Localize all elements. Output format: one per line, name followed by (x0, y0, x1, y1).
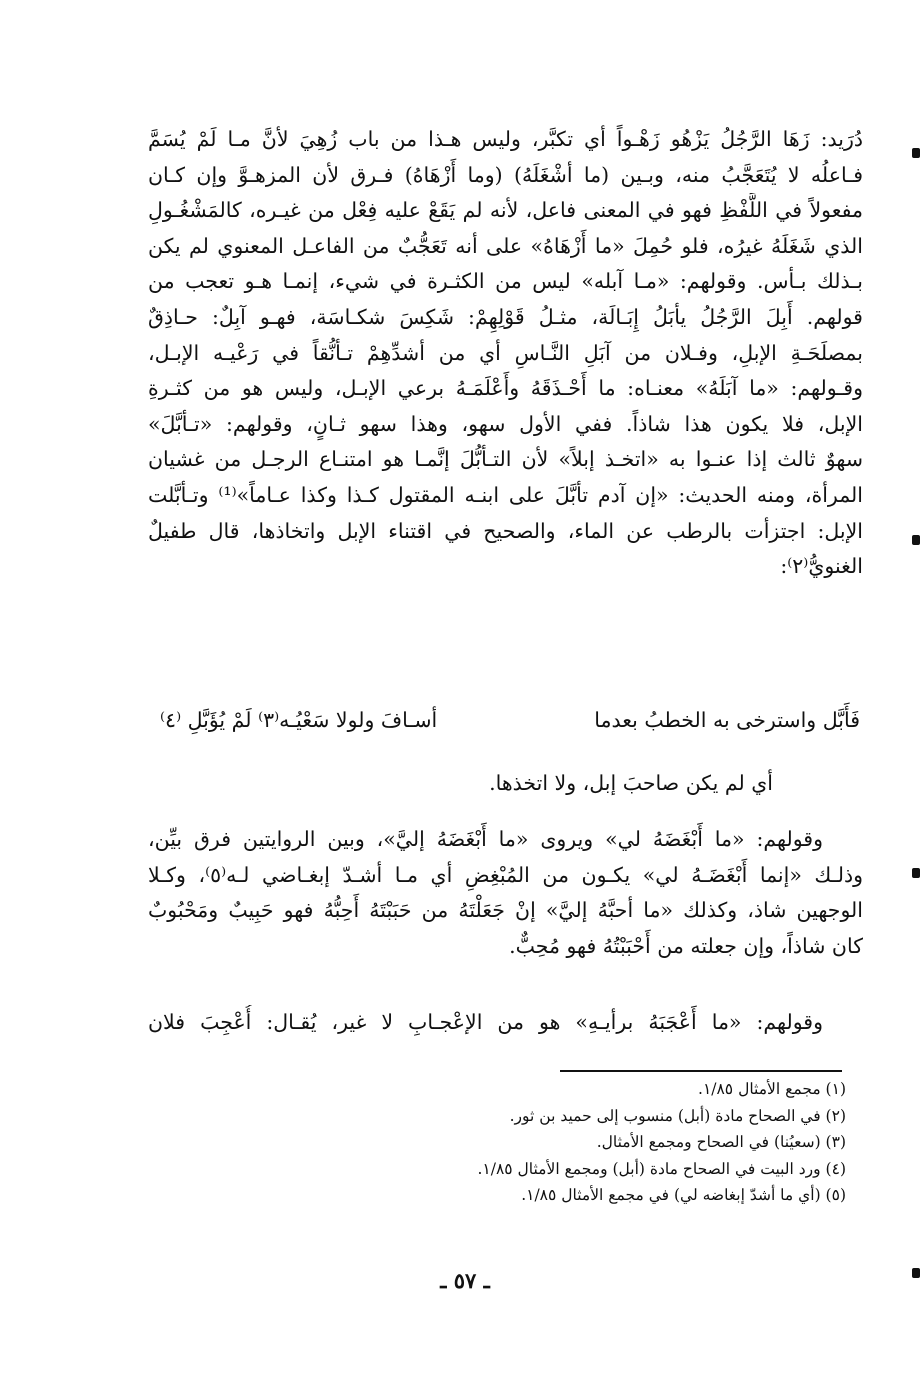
scan-mark (912, 868, 920, 878)
text-line: وقولهم: «ما أَبْغَضَهُ لي» ويروى «ما أَبْغَضَهُ إليَّ»، وبين الروايتين فرق بيِّن، (148, 827, 823, 851)
text-line: كان شاذاً، وإن جعلته من أَحْبَبْتُهُ فهو مُحِبٌّ. (509, 933, 863, 958)
footnotes (300, 1076, 846, 1209)
text-line: بمصلَحَـةِ الإبلِ، وفـلان من آبَلِ النَّـاسِ أي من أشدِّهِمْ تـأنُّقاً في رَعْيـه الإبـل، (148, 340, 863, 365)
text-line: فـاعلُه لا يُتَعَجَّبُ منه، وبـين (ما أشْغَلَهُ) (وما أَزْهَاهُ) فـرق لأن المزهـوَّ وإن كـان (148, 162, 863, 187)
text-line: الوجهين شاذ، وكذلك «ما أحبَّهُ إليَّ» إنْ جَعَلْتَهُ من حَبَبْتَهُ أَحِبُّهُ فهو حَبِيبٌ ومَحْبُوبٌ (148, 898, 863, 923)
text-line: أي لم يكن صاحبَ إبل، ولا اتخذها. (489, 771, 773, 795)
scan-mark (912, 535, 920, 545)
verse-gloss (148, 766, 863, 802)
verse-second-hemistich: أسـافَ ولولا سَعْيُـه⁽٣⁾ لَمْ يُؤَبَّلِ ⁽٤⁾ (160, 708, 438, 732)
footnote-separator (560, 1070, 842, 1072)
text-line: بـذلك بـأس. وقولهم: «مـا آبله» ليس من الكثـرة في شيء، إنمـا هـو تعجب من (148, 269, 863, 294)
footnote: (٢) في الصحاح مادة (أبل) منسوب إلى حميد بن ثور. (509, 1106, 846, 1125)
footnote: (١) مجمع الأمثال ١/٨٥. (698, 1080, 846, 1098)
text-line: الإبل: اجتزأت بالرطب عن الماء، والصحيح في اقتناء الإبل واتخاذها، قال طفيلٌ (148, 518, 863, 543)
scan-mark (912, 1268, 920, 1278)
text-line: سهوٌ ثالث إذا عنـوا به «اتخـذ إبلاً» لأن التـأبُّلَ إنَّمـا هو امتنـاع الرجـل من غشيان (148, 447, 863, 472)
text-line: المرأة، ومنه الحديث: «إن آدم تأبَّلَ على ابنـه المقتول كـذا وكذا عـاماً»⁽¹⁾ وتـأبَّلت (148, 482, 863, 507)
paragraph-2 (148, 822, 863, 964)
text-line: قولهم. أَبِلَ الرَّجُلُ يأبَلُ إِبَـالَة، مثـلُ قَوْلِهِمْ: شَكِسَ شكـاسَة، فهـو آبِلٌ: حـاذِقٌ (148, 304, 863, 329)
footnote: (٣) (سعيُنا) في الصحاح ومجمع الأمثال. (596, 1133, 846, 1151)
footnote: (٤) ورد البيت في الصحاح مادة (أبل) ومجمع الأمثال ١/٨٥. (477, 1159, 846, 1178)
text-line: وذلـك «إنما أَبْغَضَـهُ لي» يكـون من المُبْغِضِ أي مـا أشـدّ إبغـاضي لـه⁽٥⁾، وكـلا (148, 862, 863, 887)
footnote: (٥) (أي ما أشدّ إبغاضه لي) في مجمع الأمثال ١/٨٥. (521, 1186, 846, 1204)
text-line: الذي شَغَلَهُ غيرُه، فلو حُمِلَ «ما أَزْهَاهُ» على أنه تَعَجُّبٌ من الفاعـل المعنوي لم يكن (148, 233, 863, 258)
text-line: الإبل، فلا يكون هذا شاذاً. ففي الأول سهو، وهذا سهو ثـانٍ، وقولهم: «تـأبَّلَ» (148, 411, 863, 436)
text-line: وقـولهم: «ما آبَلَهُ» معنـاه: ما أَحْـذَقَهُ وأَعْلَمَـهُ برعي الإبـل، وليس هو من كثـرةِ (148, 376, 863, 401)
text-line: مفعولاً في اللَّفْظِ فهو في المعنى فاعل، لأنه لم يَقَعْ عليه فِعْل من غيـره، كالمَشْغُـولِ (148, 198, 863, 223)
text-line: دُرَيد: زَهَا الرَّجُلُ يَزْهُو زَهْـواً أي تكبَّر، وليس هـذا من باب زُهِيَ لأنَّ مـا لَمْ يُسَمَّ (148, 127, 863, 151)
text-line: الغنويُّ⁽٢⁾: (780, 554, 863, 579)
page-number: ـ ٥٧ ـ (440, 1268, 490, 1293)
verse-first-hemistich: فَأَبَّل واسترخى به الخطبُ بعدما (594, 708, 860, 732)
paragraph-1 (148, 122, 863, 585)
scan-mark (912, 148, 920, 158)
paragraph-3 (148, 1005, 863, 1041)
text-line: وقولهم: «ما أَعْجَبَهُ برأيـهِ» هو من الإعْجـابِ لا غير، يُقـال: أُعْجِبَ فلان (148, 1010, 823, 1034)
